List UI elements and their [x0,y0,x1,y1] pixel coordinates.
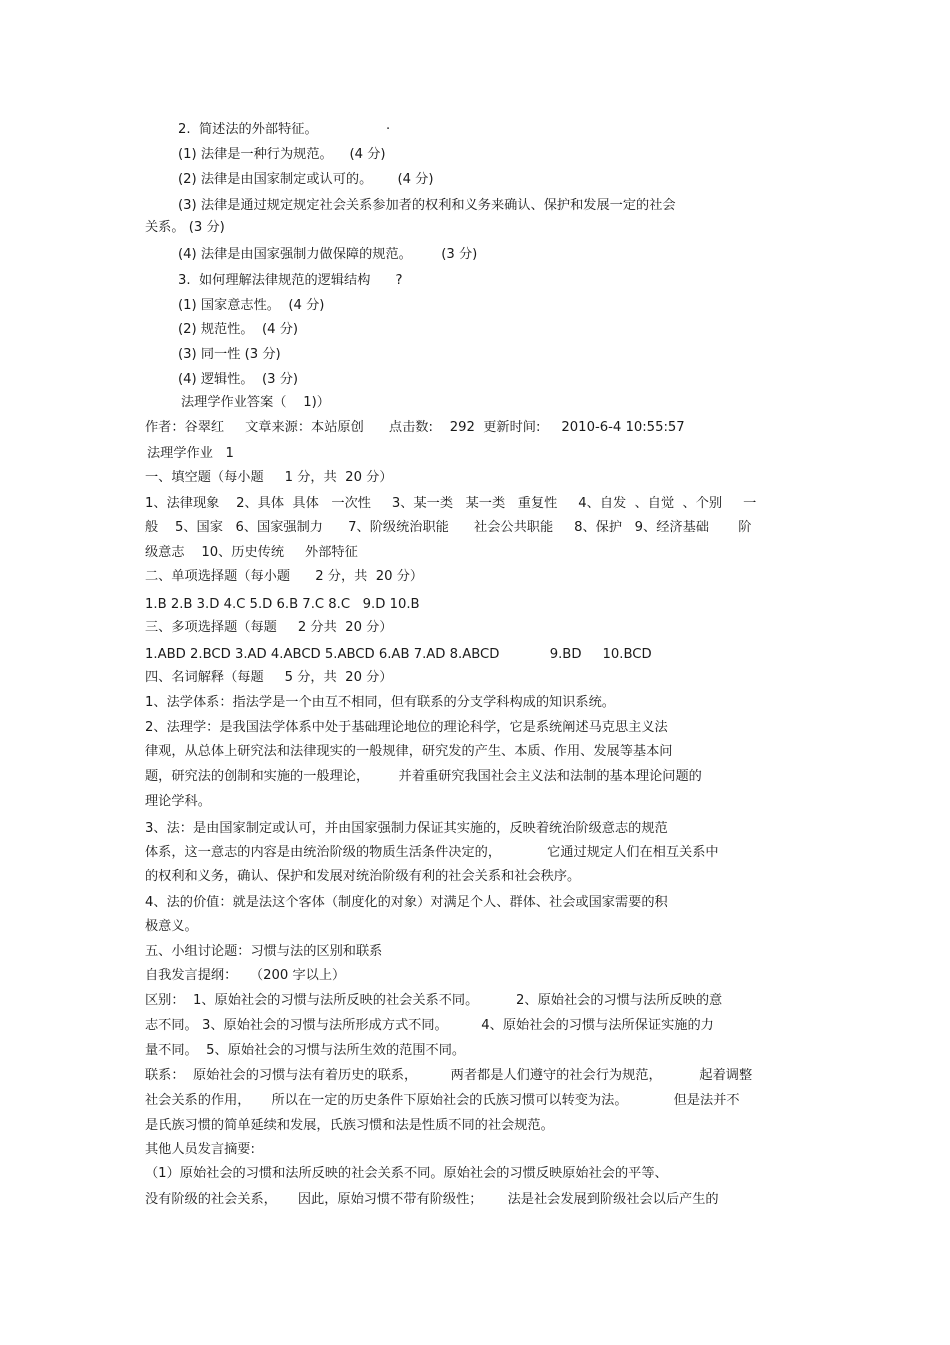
doc-line: (1) 法律是一种行为规范。 (4 分) [178,147,386,162]
doc-line: （1）原始社会的习惯和法所反映的社会关系不同。原始社会的习惯反映原始社会的平等、 [145,1166,668,1181]
doc-line: 五、小组讨论题：习惯与法的区别和联系 [145,944,383,959]
doc-line: 社会关系的作用， 所以在一定的历史条件下原始社会的氏族习惯可以转变为法。 但是法并不 [145,1093,740,1108]
doc-line: (4) 逻辑性。 (3 分) [178,372,299,387]
doc-line: 2、法理学：是我国法学体系中处于基础理论地位的理论科学，它是系统阐述马克思主义法 [145,720,668,735]
stray-dot: · [386,122,391,137]
doc-line: 是氏族习惯的简单延续和发展，氏族习惯和法是性质不同的社会规范。 [145,1118,554,1133]
doc-line: (2) 法律是由国家制定或认可的。 (4 分) [178,172,434,187]
doc-line: 量不同。 5、原始社会的习惯与法所生效的范围不同。 [145,1043,466,1058]
doc-line: 联系： 原始社会的习惯与法有着历史的联系， 两者都是人们遵守的社会行为规范， 起着调整 [145,1068,753,1083]
doc-line: 法理学作业答案（ 1)） [181,395,330,410]
doc-line: 3. 如何理解法律规范的逻辑结构 ? [178,273,403,288]
doc-line: 一、填空题（每小题 1 分，共 20 分） [145,470,393,485]
doc-line: 四、名词解释（每题 5 分，共 20 分） [145,670,393,685]
doc-line: (3) 同一性 (3 分) [178,347,281,362]
doc-line: 级意志 10、历史传统 外部特征 [145,545,358,560]
doc-line: 三、多项选择题（每题 2 分共 20 分） [145,620,393,635]
doc-line: 题，研究法的创制和实施的一般理论， 并着重研究我国社会主义法和法制的基本理论问题的 [145,769,702,784]
doc-line: 3、法：是由国家制定或认可，并由国家强制力保证其实施的，反映着统治阶级意志的规范 [145,821,668,836]
doc-line: (3) 法律是通过规定规定社会关系参加者的权利和义务来确认、保护和发展一定的社会 [178,198,676,213]
doc-line: (4) 法律是由国家强制力做保障的规范。 (3 分) [178,247,478,262]
doc-line: 1.ABD 2.BCD 3.AD 4.ABCD 5.ABCD 6.AB 7.AD 8.ABCD 9.BD 10.BCD [145,647,652,662]
doc-line: 的权利和义务，确认、保护和发展对统治阶级有利的社会关系和社会秩序。 [145,869,581,884]
doc-line: 作者：谷翠红 文章来源：本站原创 点击数: 292 更新时间: 2010-6-4 10:55:57 [145,420,685,435]
doc-line: 极意义。 [145,919,198,934]
doc-line: 其他人员发言摘要: [145,1142,255,1157]
doc-line: 4、法的价值：就是法这个客体（制度化的对象）对满足个人、群体、社会或国家需要的积 [145,895,668,910]
doc-line: 律观，从总体上研究法和法律现实的一般规律，研究发的产生、本质、作用、发展等基本问 [145,744,673,759]
doc-line: 1.B 2.B 3.D 4.C 5.D 6.B 7.C 8.C 9.D 10.B [145,597,420,612]
doc-line: 般 5、国家 6、国家强制力 7、阶级统治职能 社会公共职能 8、保护 9、经济基础 阶 [145,520,752,535]
doc-line: 1、法学体系：指法学是一个由互不相同，但有联系的分支学科构成的知识系统。 [145,695,615,710]
doc-line: 自我发言提纲： （200 字以上） [145,968,346,983]
doc-line: 没有阶级的社会关系， 因此，原始习惯不带有阶级性； 法是社会发展到阶级社会以后产生的 [145,1192,719,1207]
doc-line: 理论学科。 [145,794,211,809]
doc-line: (2) 规范性。 (4 分) [178,322,299,337]
doc-line: 关系。 (3 分) [145,220,225,235]
doc-line: 区别： 1、原始社会的习惯与法所反映的社会关系不同。 2、原始社会的习惯与法所反映的意 [145,993,723,1008]
doc-line: 2. 简述法的外部特征。 [178,122,318,137]
doc-line: 法理学作业 1 [147,446,234,461]
doc-line: 二、单项选择题（每小题 2 分，共 20 分） [145,569,424,584]
doc-line: 1、法律现象 2、具体 具体 一次性 3、某一类 某一类 重复性 4、自发 、自觉 、个别 一 [145,496,757,511]
doc-line: 体系，这一意志的内容是由统治阶级的物质生活条件决定的， 它通过规定人们在相互关系中 [145,845,719,860]
doc-line: (1) 国家意志性。 (4 分) [178,298,325,313]
doc-line: 志不同。 3、原始社会的习惯与法所形成方式不同。 4、原始社会的习惯与法所保证实施的力 [145,1018,714,1033]
